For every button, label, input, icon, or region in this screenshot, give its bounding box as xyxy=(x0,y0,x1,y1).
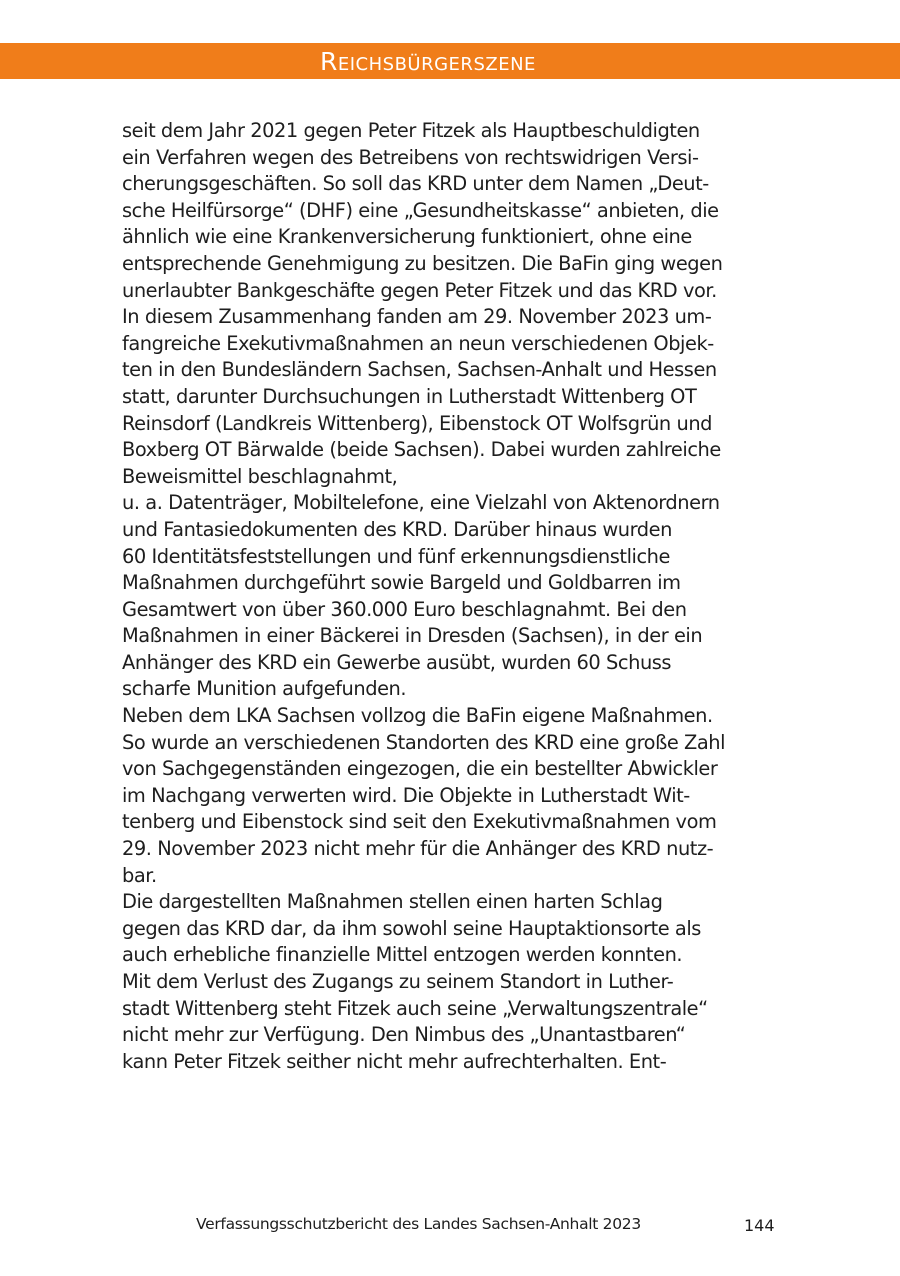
body-line: cherungsgeschäften. So soll das KRD unter dem Namen „Deut- xyxy=(122,172,709,196)
body-line: 29. November 2023 nicht mehr für die Anhänger des KRD nutz- xyxy=(122,837,714,861)
body-line: gegen das KRD dar, da ihm sowohl seine Hauptaktionsorte als xyxy=(122,916,701,940)
body-line: nicht mehr zur Verfügung. Den Nimbus des „Unantastbaren“ xyxy=(122,1023,686,1047)
body-line: Die dargestellten Maßnahmen stellen einen harten Schlag xyxy=(122,890,663,914)
body-line: Mit dem Verlust des Zugangs zu seinem Standort in Luther- xyxy=(122,970,674,993)
body-line: Boxberg OT Bärwalde (beide Sachsen). Dabei wurden zahlreiche xyxy=(122,438,721,462)
body-line: Maßnahmen in einer Bäckerei in Dresden (Sachsen), in der ein xyxy=(122,624,703,648)
body-line: scharfe Munition aufgefunden. xyxy=(122,677,407,701)
body-line: statt, darunter Durchsuchungen in Lutherstadt Wittenberg OT xyxy=(122,384,697,408)
body-line: So wurde an verschiedenen Standorten des KRD eine große Zahl xyxy=(122,730,726,754)
body-line: Reinsdorf (Landkreis Wittenberg), Eibenstock OT Wolfsgrün und xyxy=(122,411,713,435)
body-line: entsprechende Genehmigung zu besitzen. Die BaFin ging wegen xyxy=(122,251,723,275)
body-line: u. a. Datenträger, Mobiltelefone, eine Vielzahl von Aktenordnern xyxy=(122,491,720,515)
body-line: unerlaubter Bankgeschäfte gegen Peter Fitzek und das KRD vor. xyxy=(122,278,717,302)
body-line: und Fantasiedokumenten des KRD. Darüber hinaus wurden xyxy=(122,517,672,541)
body-line: Anhänger des KRD ein Gewerbe ausübt, wurden 60 Schuss xyxy=(122,650,672,674)
body-line: ein Verfahren wegen des Betreibens von rechtswidrigen Versi- xyxy=(122,145,699,169)
page-number: 144 xyxy=(744,1216,775,1235)
body-line: fangreiche Exekutivmaßnahmen an neun verschiedenen Objek- xyxy=(122,331,714,355)
body-line: auch erhebliche finanzielle Mittel entzogen werden konnten. xyxy=(122,943,683,967)
body-line: sche Heilfürsorge“ (DHF) eine „Gesundheitskasse“ anbieten, die xyxy=(122,198,719,222)
body-line: bar. xyxy=(122,863,157,887)
body-line: ähnlich wie eine Krankenversicherung funktioniert, ohne eine xyxy=(122,225,692,249)
body-line: Beweismittel beschlagnahmt, xyxy=(122,464,398,488)
body-line: Gesamtwert von über 360.000 Euro beschlagnahmt. Bei den xyxy=(122,597,687,621)
body-line: 60 Identitätsfeststellungen und fünf erkennungsdienstliche xyxy=(122,544,670,568)
body-line: kann Peter Fitzek seither nicht mehr aufrechterhalten. Ent- xyxy=(122,1049,667,1073)
body-text xyxy=(122,118,782,1075)
body-line: In diesem Zusammenhang fanden am 29. November 2023 um- xyxy=(122,305,712,329)
section-title: Reichsbürgerszene xyxy=(320,47,536,76)
body-line: stadt Wittenberg steht Fitzek auch seine „Verwaltungszentrale“ xyxy=(122,996,708,1020)
body-line: Neben dem LKA Sachsen vollzog die BaFin eigene Maßnahmen. xyxy=(122,704,713,728)
body-line: ten in den Bundesländern Sachsen, Sachsen-Anhalt und Hessen xyxy=(122,358,717,382)
body-line: von Sachgegenständen eingezogen, die ein bestellter Abwickler xyxy=(122,757,718,781)
footer-source: Verfassungsschutzbericht des Landes Sachsen-Anhalt 2023 xyxy=(196,1215,641,1233)
body-line: seit dem Jahr 2021 gegen Peter Fitzek als Hauptbeschuldigten xyxy=(122,119,700,142)
body-line: Maßnahmen durchgeführt sowie Bargeld und Goldbarren im xyxy=(122,571,681,595)
body-line: im Nachgang verwerten wird. Die Objekte in Lutherstadt Wit- xyxy=(122,783,690,807)
body-line: tenberg und Eibenstock sind seit den Exekutivmaßnahmen vom xyxy=(122,810,717,834)
